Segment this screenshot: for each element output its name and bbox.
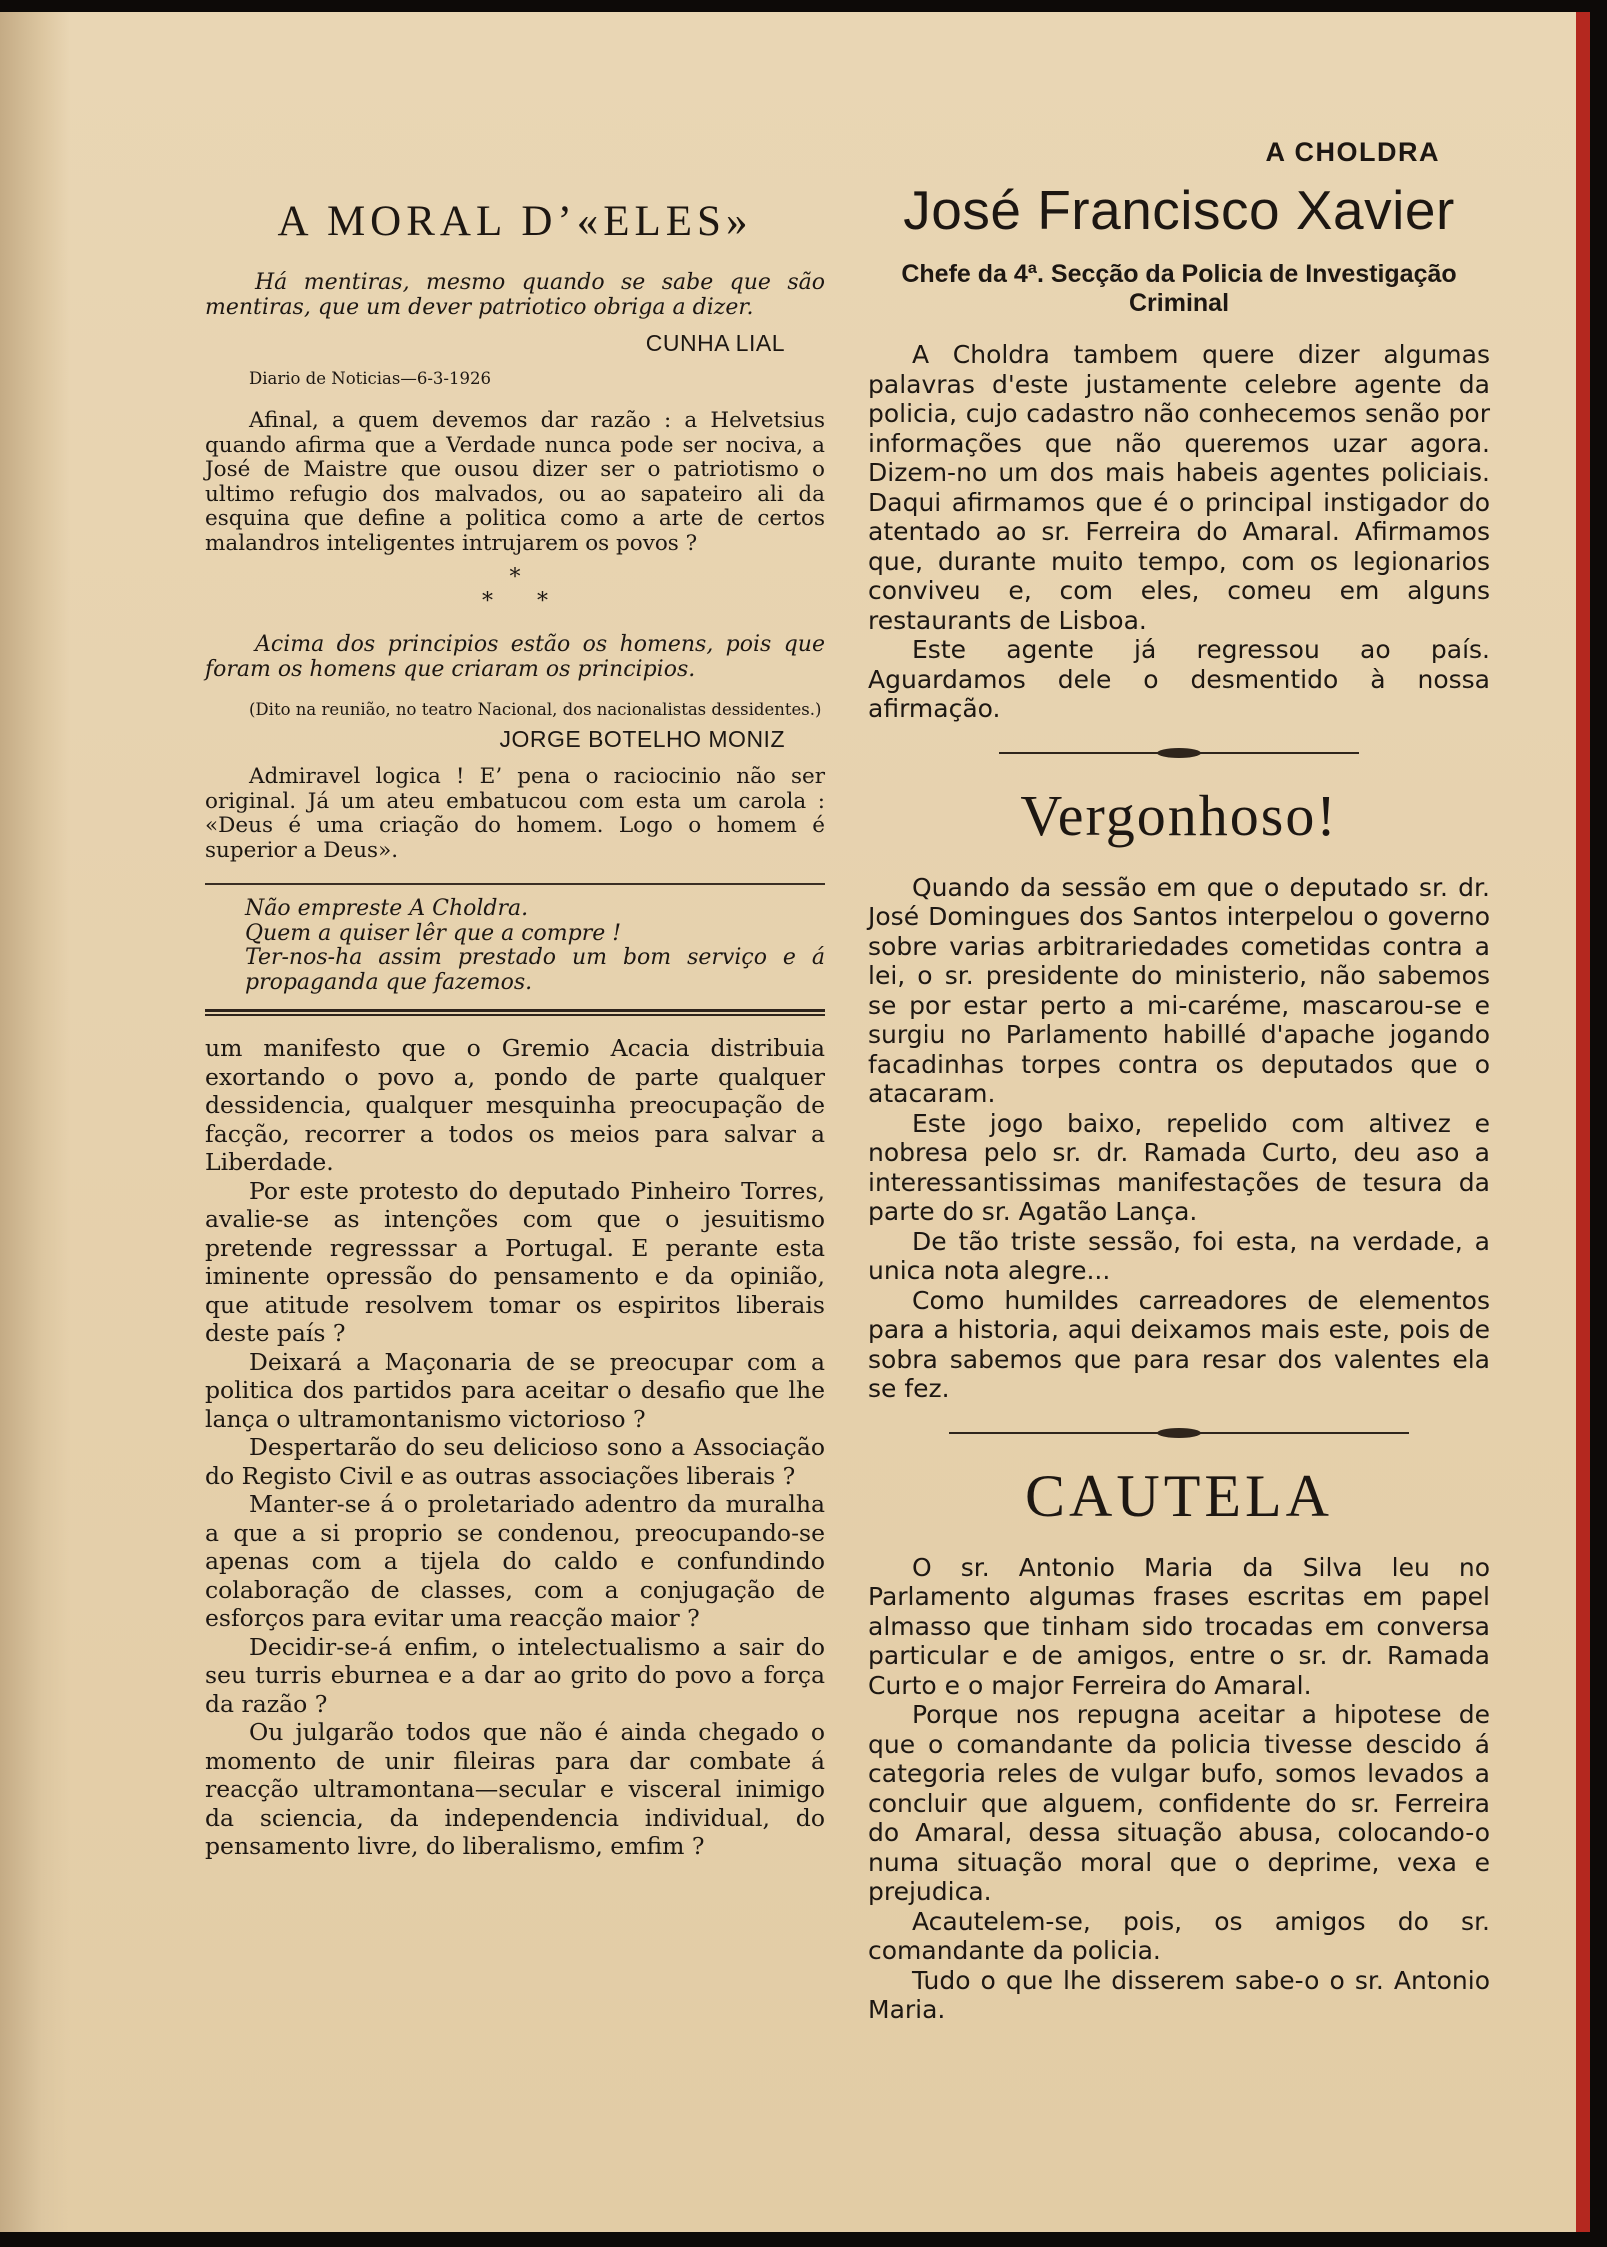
ornament-rule	[949, 1430, 1409, 1436]
moral-quote-2-author: JORGE BOTELHO MONIZ	[499, 726, 785, 752]
moral-quote-1-source: Diario de Noticias—6-3-1926	[249, 369, 491, 388]
asterism	[205, 566, 825, 614]
vergonhoso-paragraph: De tão triste sessão, foi esta, na verdade, a unica nota alegre...	[868, 1226, 1490, 1285]
continuation-paragraph: um manifesto que o Gremio Acacia distribuia exortando o povo a, pondo de parte qualquer dessidencia, qualquer mesquinha preocupação de facção, recorrer a todos os meios para salvar a Liberdade.	[205, 1034, 825, 1176]
cautela-paragraph: Acautelem-se, pois, os amigos do sr. comandante da policia.	[868, 1906, 1490, 1965]
jose-paragraph-2: Este agente já regressou ao país. Aguardamos dele o desmentido à nossa afirmação.	[868, 635, 1490, 723]
moral-quote-1: Há mentiras, mesmo quando se sabe que são mentiras, que um dever patriotico obriga a dizer.	[205, 270, 825, 320]
divider-rule	[205, 883, 825, 885]
jose-paragraph-1: A Choldra tambem quere dizer algumas palavras d'este justamente celebre agente da policia, cujo cadastro não conhecemos senão por informações que não queremos uzar agora. Dizem-no um dos mais habeis agentes policiais. Daqui afirmamos que é o principal instigador do atentado ao sr. Ferreira do Amaral. Afirmamos que, durante muito tempo, com os legionarios conviveu e, com eles, comeu em alguns restaurants de Lisboa.	[868, 340, 1490, 635]
asterism-star: *	[509, 565, 521, 590]
moral-quote-2-source: (Dito na reunião, no teatro Nacional, dos nacionalistas dessidentes.)	[249, 700, 822, 719]
right-column	[868, 137, 1490, 2025]
continuation-paragraph: Por este protesto do deputado Pinheiro Torres, avalie-se as intenções com que o jesuitismo pretende regresssar a Portugal. E perante esta iminente opressão do pensamento e da opinião, que atitude resolvem tomar os espiritos liberais deste país ?	[205, 1176, 825, 1347]
continuation-paragraph: Manter-se á o proletariado adentro da muralha a que a si proprio se condenou, preocupando-se apenas com a tijela do caldo e confundindo colaboração de classes, com a conjugação de esforços para evitar uma reacção maior ?	[205, 1490, 825, 1632]
jose-subtitle: Chefe da 4ª. Secção da Policia de Investigação Criminal	[901, 260, 1457, 317]
ad-line-1: Não empreste A Choldra.	[245, 896, 529, 921]
left-column	[205, 187, 825, 1861]
moral-paragraph-2: Admiravel logica ! E’ pena o raciocinio não ser original. Já um ateu embatucou com esta um carola : «Deus é uma criação do homem. Logo o homem é superior a Deus».	[205, 764, 825, 863]
continuation-paragraph: Ou julgarão todos que não é ainda chegado o momento de unir fileiras para dar combate á reacção ultramontana—secular e visceral inimigo da sciencia, da independencia individual, do pensamento livre, do liberalismo, emfim ?	[205, 1718, 825, 1860]
continuation-article	[205, 1034, 825, 1861]
vergonhoso-paragraph: Este jogo baixo, repelido com altivez e nobresa pelo sr. dr. Ramada Curto, deu aso a interessantissimas manifestações de tesura da parte do sr. Agatão Lança.	[868, 1108, 1490, 1226]
divider-double-rule	[205, 1009, 825, 1016]
cautela-paragraph: Tudo o que lhe disserem sabe-o o sr. Antonio Maria.	[868, 1965, 1490, 2024]
moral-quote-1-author: CUNHA LIAL	[645, 330, 785, 356]
ad-line-2: Quem a quiser lêr que a compre !	[245, 920, 622, 946]
continuation-paragraph: Despertarão do seu delicioso sono a Associação do Registo Civil e as outras associações liberais ?	[205, 1433, 825, 1490]
asterism-star: *	[482, 589, 493, 614]
jose-title: José Francisco Xavier	[903, 179, 1455, 241]
ad-notice	[205, 897, 825, 995]
cautela-title: CAUTELA	[1025, 1462, 1333, 1529]
page-red-edge	[1576, 12, 1590, 2232]
cautela-paragraph: Porque nos repugna aceitar a hipotese de que o comandante da policia tivesse descido á categoria reles de vulgar bufo, somos levados a concluir que alguem, confidente do sr. Ferreira do Amaral, dessa situação abusa, colocando-o numa situação moral que o deprime, vexa e prejudica.	[868, 1700, 1490, 1906]
continuation-paragraph: Deixará a Maçonaria de se preocupar com a politica dos partidos para aceitar o desafio que lhe lança o ultramontanismo victorioso ?	[205, 1347, 825, 1433]
moral-title: A MORAL D’«ELES»	[277, 198, 753, 245]
vergonhoso-paragraph: Como humildes carreadores de elementos para a historia, aqui deixamos mais este, pois de sobra sabemos que para resar dos valentes ela se fez.	[868, 1285, 1490, 1403]
ornament-rule	[999, 750, 1359, 756]
vergonhoso-title: Vergonhoso!	[1020, 782, 1338, 848]
continuation-paragraph: Decidir-se-á enfim, o intelectualismo a sair do seu turris eburnea e a dar ao grito do povo a força da razão ?	[205, 1632, 825, 1718]
running-head: A CHOLDRA	[1265, 137, 1440, 167]
asterism-star: *	[537, 589, 548, 614]
moral-quote-2: Acima dos principios estão os homens, pois que foram os homens que criaram os principios.	[205, 632, 825, 682]
page-fold-shadow	[0, 12, 70, 2232]
moral-paragraph-1: Afinal, a quem devemos dar razão : a Helvetsius quando afirma que a Verdade nunca pode ser nociva, a José de Maistre que ousou dizer ser o patriotismo o ultimo refugio dos malvados, ou ao sapateiro ali da esquina que define a politica como a arte de certos malandros inteligentes intrujarem os povos ?	[205, 408, 825, 556]
ad-line-3: Ter-nos-ha assim prestado um bom serviço e á propaganda que fazemos.	[245, 945, 825, 995]
cautela-paragraph: O sr. Antonio Maria da Silva leu no Parlamento algumas frases escritas em papel almasso que tinham sido trocadas em conversa particular e de amigos, entre o sr. dr. Ramada Curto e o major Ferreira do Amaral.	[868, 1552, 1490, 1700]
vergonhoso-paragraph: Quando da sessão em que o deputado sr. dr. José Domingues dos Santos interpelou o governo sobre varias arbitrariedades cometidas contra a lei, o sr. presidente do ministerio, não sabemos se por estar perto a mi-caréme, mascarou-se e surgiu no Parlamento habillé d'apache jogando facadinhas torpes contra os deputados que o atacaram.	[868, 872, 1490, 1108]
newspaper-page	[0, 12, 1590, 2232]
